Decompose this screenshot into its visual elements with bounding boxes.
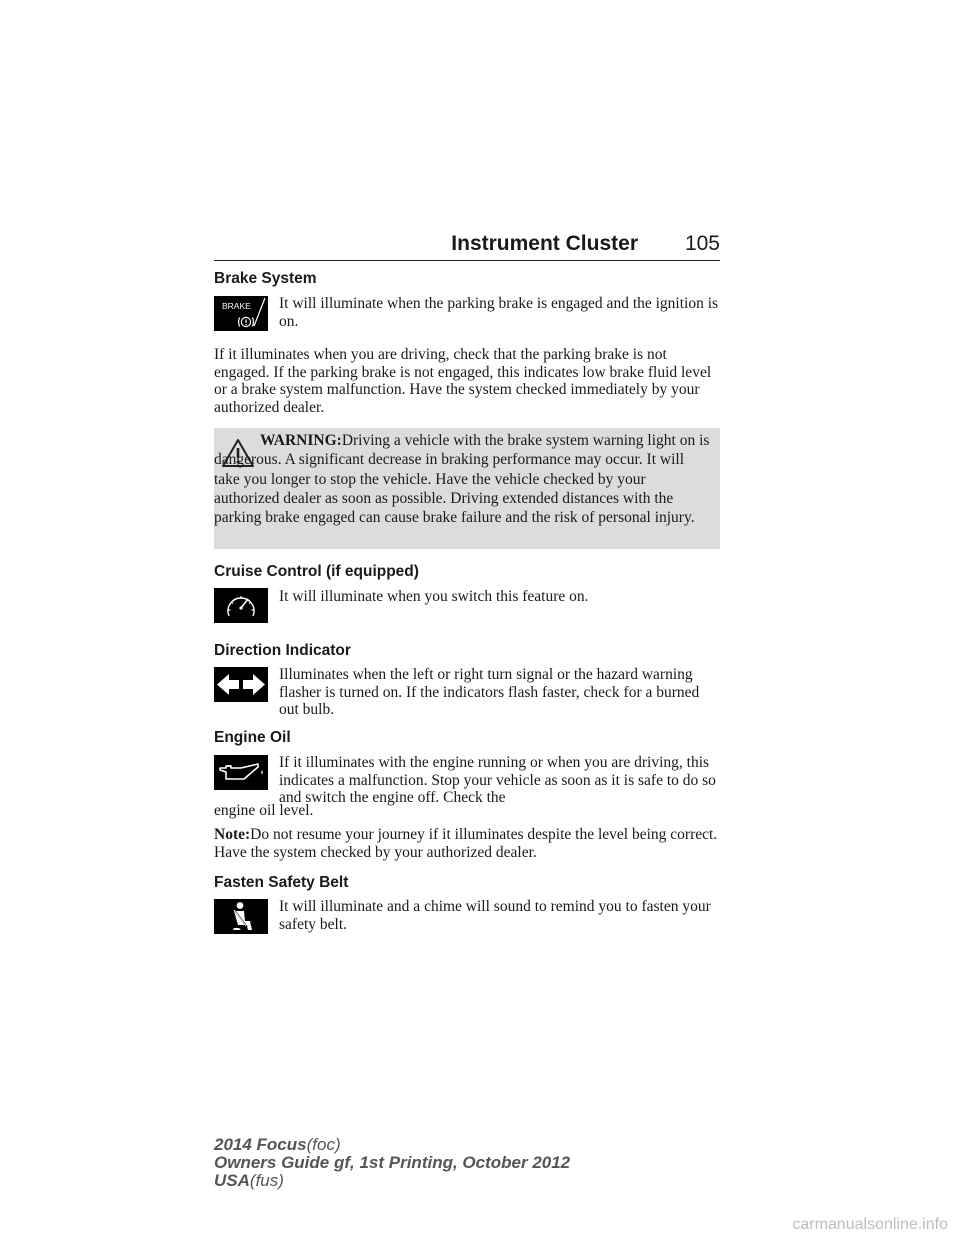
footer-market-code: (fus) [249,1171,284,1190]
brake-icon-label: BRAKE [222,301,251,311]
cruise-description: It will illuminate when you switch this feature on. [279,588,589,605]
note-label: Note: [214,826,251,843]
page-footer [214,1136,570,1190]
brake-description: It will illuminate when the parking brake is engaged and the ignition is on. [279,295,719,330]
direction-description: Illuminates when the left or right turn signal or the hazard warning flasher is turned on. If the indicators flash faster, check for a burned out bulb. [279,666,700,719]
cruise-control-icon [214,588,268,623]
belt-description: It will illuminate and a chime will sound to remind you to fasten your safety belt. [279,898,711,933]
oil-note [214,826,720,861]
page-number: 105 [684,232,720,255]
warning-body: Driving a vehicle with the brake system warning light on is dangerous. A significant decrease in braking performance may occur. It will take you longer to stop the vehicle. Have the vehicle checked by your authorized dealer as soon as possible. Driving extended distances with the parking brake engaged can cause brake failure and the risk of personal injury. [214,432,710,527]
footer-guide-line: Owners Guide gf, 1st Printing, October 2012 [214,1153,571,1172]
watermark: carmanualsonline.info [792,1216,948,1233]
brake-heading: Brake System [214,270,317,287]
direction-heading: Direction Indicator [214,642,351,659]
brake-paragraph: If it illuminates when you are driving, check that the parking brake is not engaged. If the parking brake is not engaged, this indicates low brake fluid level or a brake system malfunction. Have the system checked immediately by your authorized dealer. [214,346,712,416]
oil-can-icon [214,755,268,790]
brake-warning-icon [214,296,268,331]
footer-model-line [214,1136,570,1154]
belt-heading: Fasten Safety Belt [214,874,349,891]
footer-market: USA [214,1171,250,1190]
footer-market-line [214,1172,570,1190]
seat-belt-icon [214,899,268,934]
section-title: Instrument Cluster [451,232,638,255]
footer-model: 2014 Focus [214,1135,307,1154]
oil-heading: Engine Oil [214,729,291,746]
warning-text [214,431,712,527]
oil-description: If it illuminates with the engine running or when you are driving, this indicates a malfunction. Stop your vehicle as soon as it is safe to do so and switch the engine off. Check the [279,754,716,807]
oil-continuation: engine oil level. [214,802,314,819]
warning-label: WARNING: [260,432,342,449]
turn-signal-arrows-icon [214,667,268,702]
cruise-heading: Cruise Control (if equipped) [214,563,419,580]
page-header [214,226,720,261]
note-text: Do not resume your journey if it illuminates despite the level being correct. Have the system checked by your authorized dealer. [214,826,718,861]
warning-box [214,428,720,549]
footer-model-code: (foc) [306,1135,341,1154]
